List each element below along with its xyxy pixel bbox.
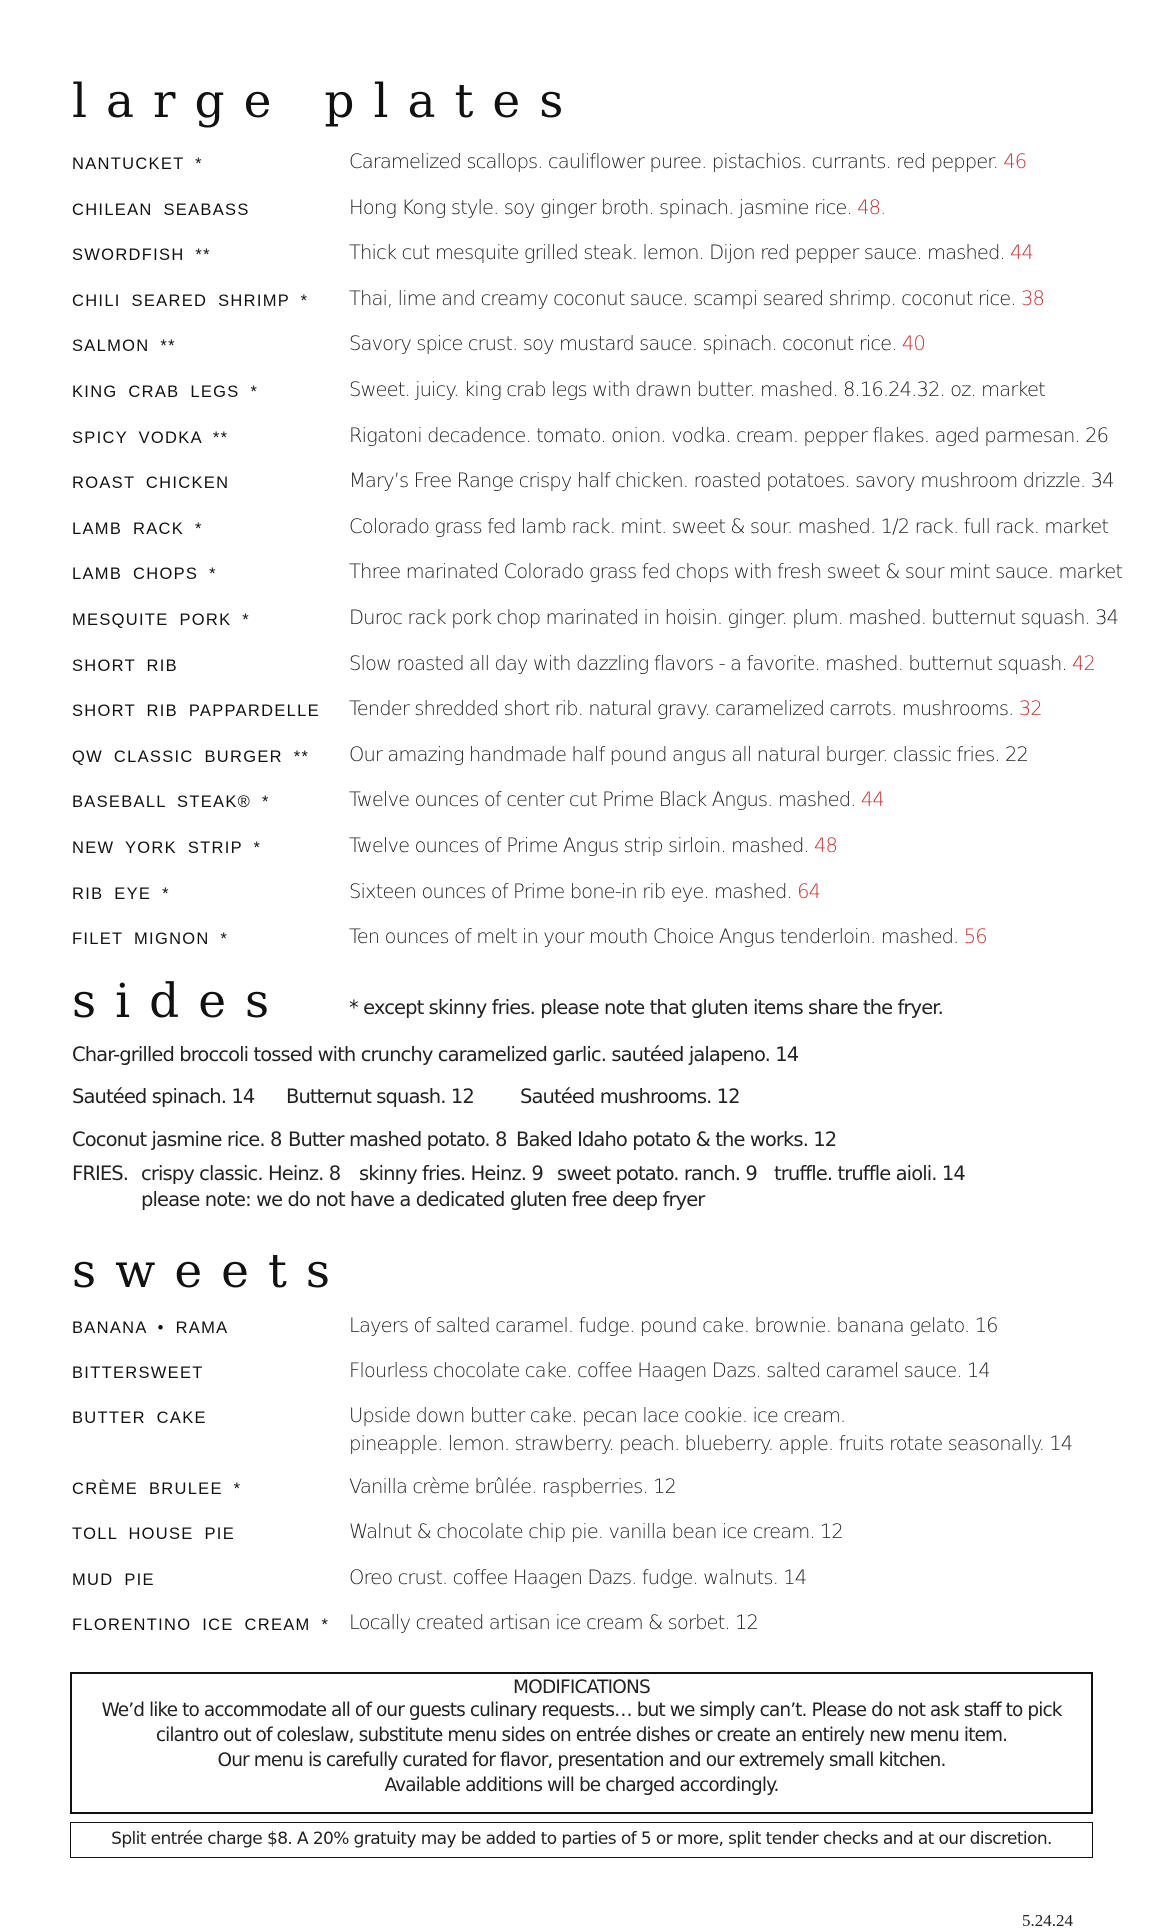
menu-item-description [349, 925, 987, 948]
menu-item-name: SHORT RIB [72, 656, 178, 675]
fries-row [72, 1162, 965, 1185]
modifications-line: Available additions will be charged accordingly. [384, 1775, 779, 1796]
menu-item-name: SHORT RIB PAPPARDELLE [72, 702, 320, 721]
dessert-item-name: BANANA • RAMA [72, 1319, 229, 1337]
menu-item-description [349, 332, 925, 355]
menu-item-price: 22 [1004, 742, 1028, 766]
menu-item-price: 64 [797, 879, 821, 903]
side-item: Butter mashed potato. 8 [288, 1128, 507, 1151]
dessert-item-description: Flourless chocolate cake. coffee Haagen Dazs. salted caramel sauce. 14 [349, 1359, 990, 1382]
menu-item-row [72, 376, 1136, 408]
menu-item-description [349, 196, 885, 219]
fries-item: crispy classic. Heinz. 8 [141, 1162, 341, 1185]
menu-item-desc-text: Thick cut mesquite grilled steak. lemon. Dijon red pepper sauce. mashed. [349, 241, 1005, 265]
menu-item-description [349, 469, 1114, 492]
menu-item-row [72, 878, 1136, 910]
dessert-item-description: Upside down butter cake. pecan lace cookie. ice cream. [349, 1404, 846, 1427]
menu-item-description [349, 378, 1045, 401]
menu-item-row [72, 148, 1136, 180]
fries-item: sweet potato. ranch. 9 [557, 1162, 757, 1185]
modifications-box [70, 1672, 1093, 1814]
menu-item-desc-text: Three marinated Colorado grass fed chops with fresh sweet & sour mint sauce. market [349, 560, 1123, 584]
menu-item-price: 34 [1090, 469, 1114, 493]
modifications-title: MODIFICATIONS [513, 1677, 650, 1698]
menu-item-name: BASEBALL STEAK® * [72, 793, 270, 812]
dessert-item-description: Vanilla crème brûlée. raspberries. 12 [349, 1475, 676, 1498]
sides-fryer-note: * except skinny fries. please note that gluten items share the fryer. [349, 996, 943, 1019]
dessert-item-row [72, 1473, 1136, 1505]
menu-item-desc-text: Sixteen ounces of Prime bone-in rib eye. mashed. [349, 879, 792, 903]
menu-item-desc-text: Twelve ounces of center cut Prime Black Angus. mashed. [349, 788, 856, 812]
sides-heading: sides [72, 974, 289, 1029]
menu-item-desc-text: Sweet. juicy. king crab legs with drawn butter. mashed. 8.16.24.32. oz. market [349, 378, 1045, 401]
menu-item-price: 46 [1003, 150, 1027, 173]
menu-item-desc-text: Thai, lime and creamy coconut sauce. scampi seared shrimp. coconut rice. [349, 286, 1016, 310]
menu-item-name: MESQUITE PORK * [72, 611, 251, 629]
menu-item-row [72, 604, 1136, 636]
menu-item-description [349, 652, 1095, 675]
menu-item-row [72, 923, 1136, 955]
menu-item-name: QW CLASSIC BURGER ** [72, 747, 310, 766]
menu-item-row [72, 330, 1136, 362]
dessert-item-description: Locally created artisan ice cream & sorbet. 12 [349, 1611, 758, 1634]
menu-item-description [349, 515, 1108, 538]
menu-item-description [349, 880, 820, 903]
sweets-heading: sweets [72, 1244, 349, 1299]
dessert-item-row [72, 1402, 1136, 1455]
dessert-item-description: Layers of salted caramel. fudge. pound cake. brownie. banana gelato. 16 [349, 1314, 998, 1337]
dessert-item-description-line2: pineapple. lemon. strawberry. peach. blueberry. apple. fruits rotate seasonally. 14 [349, 1432, 1073, 1455]
menu-item-price: 44 [1010, 241, 1034, 265]
menu-item-name: LAMB RACK * [72, 519, 203, 538]
menu-item-desc-text: Colorado grass fed lamb rack. mint. sweet & sour. mashed. 1/2 rack. full rack. market [349, 514, 1109, 538]
menu-item-description [349, 834, 837, 857]
menu-item-description [349, 241, 1033, 264]
dessert-item-name: CRÈME BRULEE * [72, 1480, 242, 1498]
menu-item-price: 32 [1018, 697, 1042, 721]
menu-item-row [72, 239, 1136, 271]
menu-item-row [72, 422, 1136, 454]
sides-row-3 [72, 1128, 836, 1151]
menu-item-name: KING CRAB LEGS * [72, 383, 259, 401]
menu-item-name: NANTUCKET * [72, 155, 203, 173]
menu-date: 5.24.24 [1022, 1911, 1073, 1930]
menu-item-desc-text: Hong Kong style. soy ginger broth. spinach. jasmine rice. [349, 195, 852, 219]
dessert-item-name: FLORENTINO ICE CREAM * [72, 1616, 330, 1634]
menu-item-description [349, 606, 1118, 629]
menu-item-row [72, 650, 1136, 682]
fries-label: FRIES. [72, 1162, 129, 1185]
menu-item-row [72, 513, 1136, 545]
menu-item-name: CHILI SEARED SHRIMP * [72, 291, 309, 310]
menu-item-description [349, 150, 1026, 173]
menu-item-desc-text: Caramelized scallops. cauliflower puree. pistachios. currants. red pepper. [349, 150, 998, 173]
sides-broccoli: Char-grilled broccoli tossed with crunchy caramelized garlic. sautéed jalapeno. 14 [72, 1043, 799, 1066]
menu-item-desc-text: Mary’s Free Range crispy half chicken. roasted potatoes. savory mushroom drizzle. [349, 469, 1086, 493]
dessert-item-row [72, 1564, 1136, 1596]
menu-item-row [72, 558, 1136, 590]
menu-item-row [72, 786, 1136, 818]
menu-item-name: LAMB CHOPS * [72, 565, 217, 584]
menu-item-price: 34 [1095, 606, 1119, 629]
menu-item-name: NEW YORK STRIP * [72, 839, 262, 857]
split-charge-box: Split entrée charge $8. A 20% gratuity may be added to parties of 5 or more, split tender checks and at our discretion. [70, 1822, 1093, 1858]
menu-item-desc-text: Rigatoni decadence. tomato. onion. vodka. cream. pepper flakes. aged parmesan. [349, 423, 1080, 447]
large-plates-heading: large plates [72, 74, 583, 129]
side-item: Coconut jasmine rice. 8 [72, 1128, 282, 1151]
menu-item-name: RIB EYE * [72, 884, 170, 903]
modifications-line: cilantro out of coleslaw, substitute menu sides on entrée dishes or create an entirely new menu item. [155, 1725, 1008, 1746]
menu-item-desc-text: Tender shredded short rib. natural gravy. caramelized carrots. mushrooms. [349, 697, 1014, 721]
menu-item-name: SALMON ** [72, 337, 176, 356]
menu-item-desc-text: Duroc rack pork chop marinated in hoisin. ginger. plum. mashed. butternut squash. [349, 606, 1090, 629]
menu-item-price: 48. [857, 195, 886, 219]
dessert-item-row [72, 1357, 1136, 1389]
menu-item-row [72, 467, 1136, 499]
menu-item-desc-text: Twelve ounces of Prime Angus strip sirloin. mashed. [349, 834, 809, 857]
menu-item-desc-text: Savory spice crust. soy mustard sauce. spinach. coconut rice. [349, 332, 897, 356]
menu-item-row [72, 741, 1136, 773]
side-item: Sautéed spinach. 14 [72, 1085, 255, 1108]
sides-row-2 [72, 1085, 740, 1108]
menu-item-price: 26 [1085, 423, 1109, 447]
side-item: Butternut squash. 12 [286, 1085, 474, 1108]
menu-item-desc-text: Slow roasted all day with dazzling flavors - a favorite. mashed. butternut squash. [349, 651, 1067, 675]
menu-item-description [349, 424, 1108, 447]
side-item: Baked Idaho potato & the works. 12 [516, 1128, 837, 1151]
menu-item-description [349, 287, 1044, 310]
menu-item-price: 48 [814, 834, 838, 857]
menu-item-price: 38 [1020, 286, 1044, 310]
menu-item-row [72, 832, 1136, 864]
menu-item-name: FILET MIGNON * [72, 930, 229, 949]
menu-item-price: 44 [860, 788, 884, 812]
menu-item-name: CHILEAN SEABASS [72, 200, 250, 219]
side-item: Sautéed mushrooms. 12 [520, 1085, 740, 1108]
menu-item-desc-text: Ten ounces of melt in your mouth Choice Angus tenderloin. mashed. [349, 925, 959, 949]
menu-item-description [349, 743, 1028, 766]
menu-item-name: SWORDFISH ** [72, 246, 211, 265]
dessert-item-name: BITTERSWEET [72, 1364, 204, 1382]
dessert-item-name: MUD PIE [72, 1571, 155, 1589]
menu-item-row [72, 695, 1136, 727]
dessert-item-row [72, 1609, 1136, 1641]
dessert-item-description: Walnut & chocolate chip pie. vanilla bean ice cream. 12 [349, 1520, 843, 1543]
menu-item-name: SPICY VODKA ** [72, 428, 229, 447]
dessert-item-description: Oreo crust. coffee Haagen Dazs. fudge. walnuts. 14 [349, 1566, 807, 1589]
modifications-line: Our menu is carefully curated for flavor, presentation and our extremely small kitchen. [217, 1750, 946, 1771]
menu-item-price: 42 [1072, 651, 1096, 675]
menu-item-description [349, 560, 1122, 583]
menu-item-description [349, 697, 1042, 720]
fries-item: skinny fries. Heinz. 9 [359, 1162, 543, 1185]
menu-item-price: 56 [963, 925, 987, 949]
menu-item-description [349, 788, 884, 811]
dessert-item-row [72, 1518, 1136, 1550]
dessert-item-row [72, 1312, 1136, 1344]
fries-item: truffle. truffle aioli. 14 [774, 1162, 965, 1185]
modifications-line: We’d like to accommodate all of our guests culinary requests… but we simply can’t. Please do not ask staff to pick [101, 1700, 1062, 1721]
menu-item-row [72, 194, 1136, 226]
menu-item-row [72, 285, 1136, 317]
dessert-item-name: TOLL HOUSE PIE [72, 1525, 235, 1543]
dessert-item-name: BUTTER CAKE [72, 1409, 207, 1427]
menu-item-name: ROAST CHICKEN [72, 474, 230, 493]
menu-item-desc-text: Our amazing handmade half pound angus all natural burger. classic fries. [349, 742, 1000, 766]
fries-gluten-note: please note: we do not have a dedicated gluten free deep fryer [141, 1188, 705, 1211]
menu-item-price: 40 [901, 332, 925, 356]
